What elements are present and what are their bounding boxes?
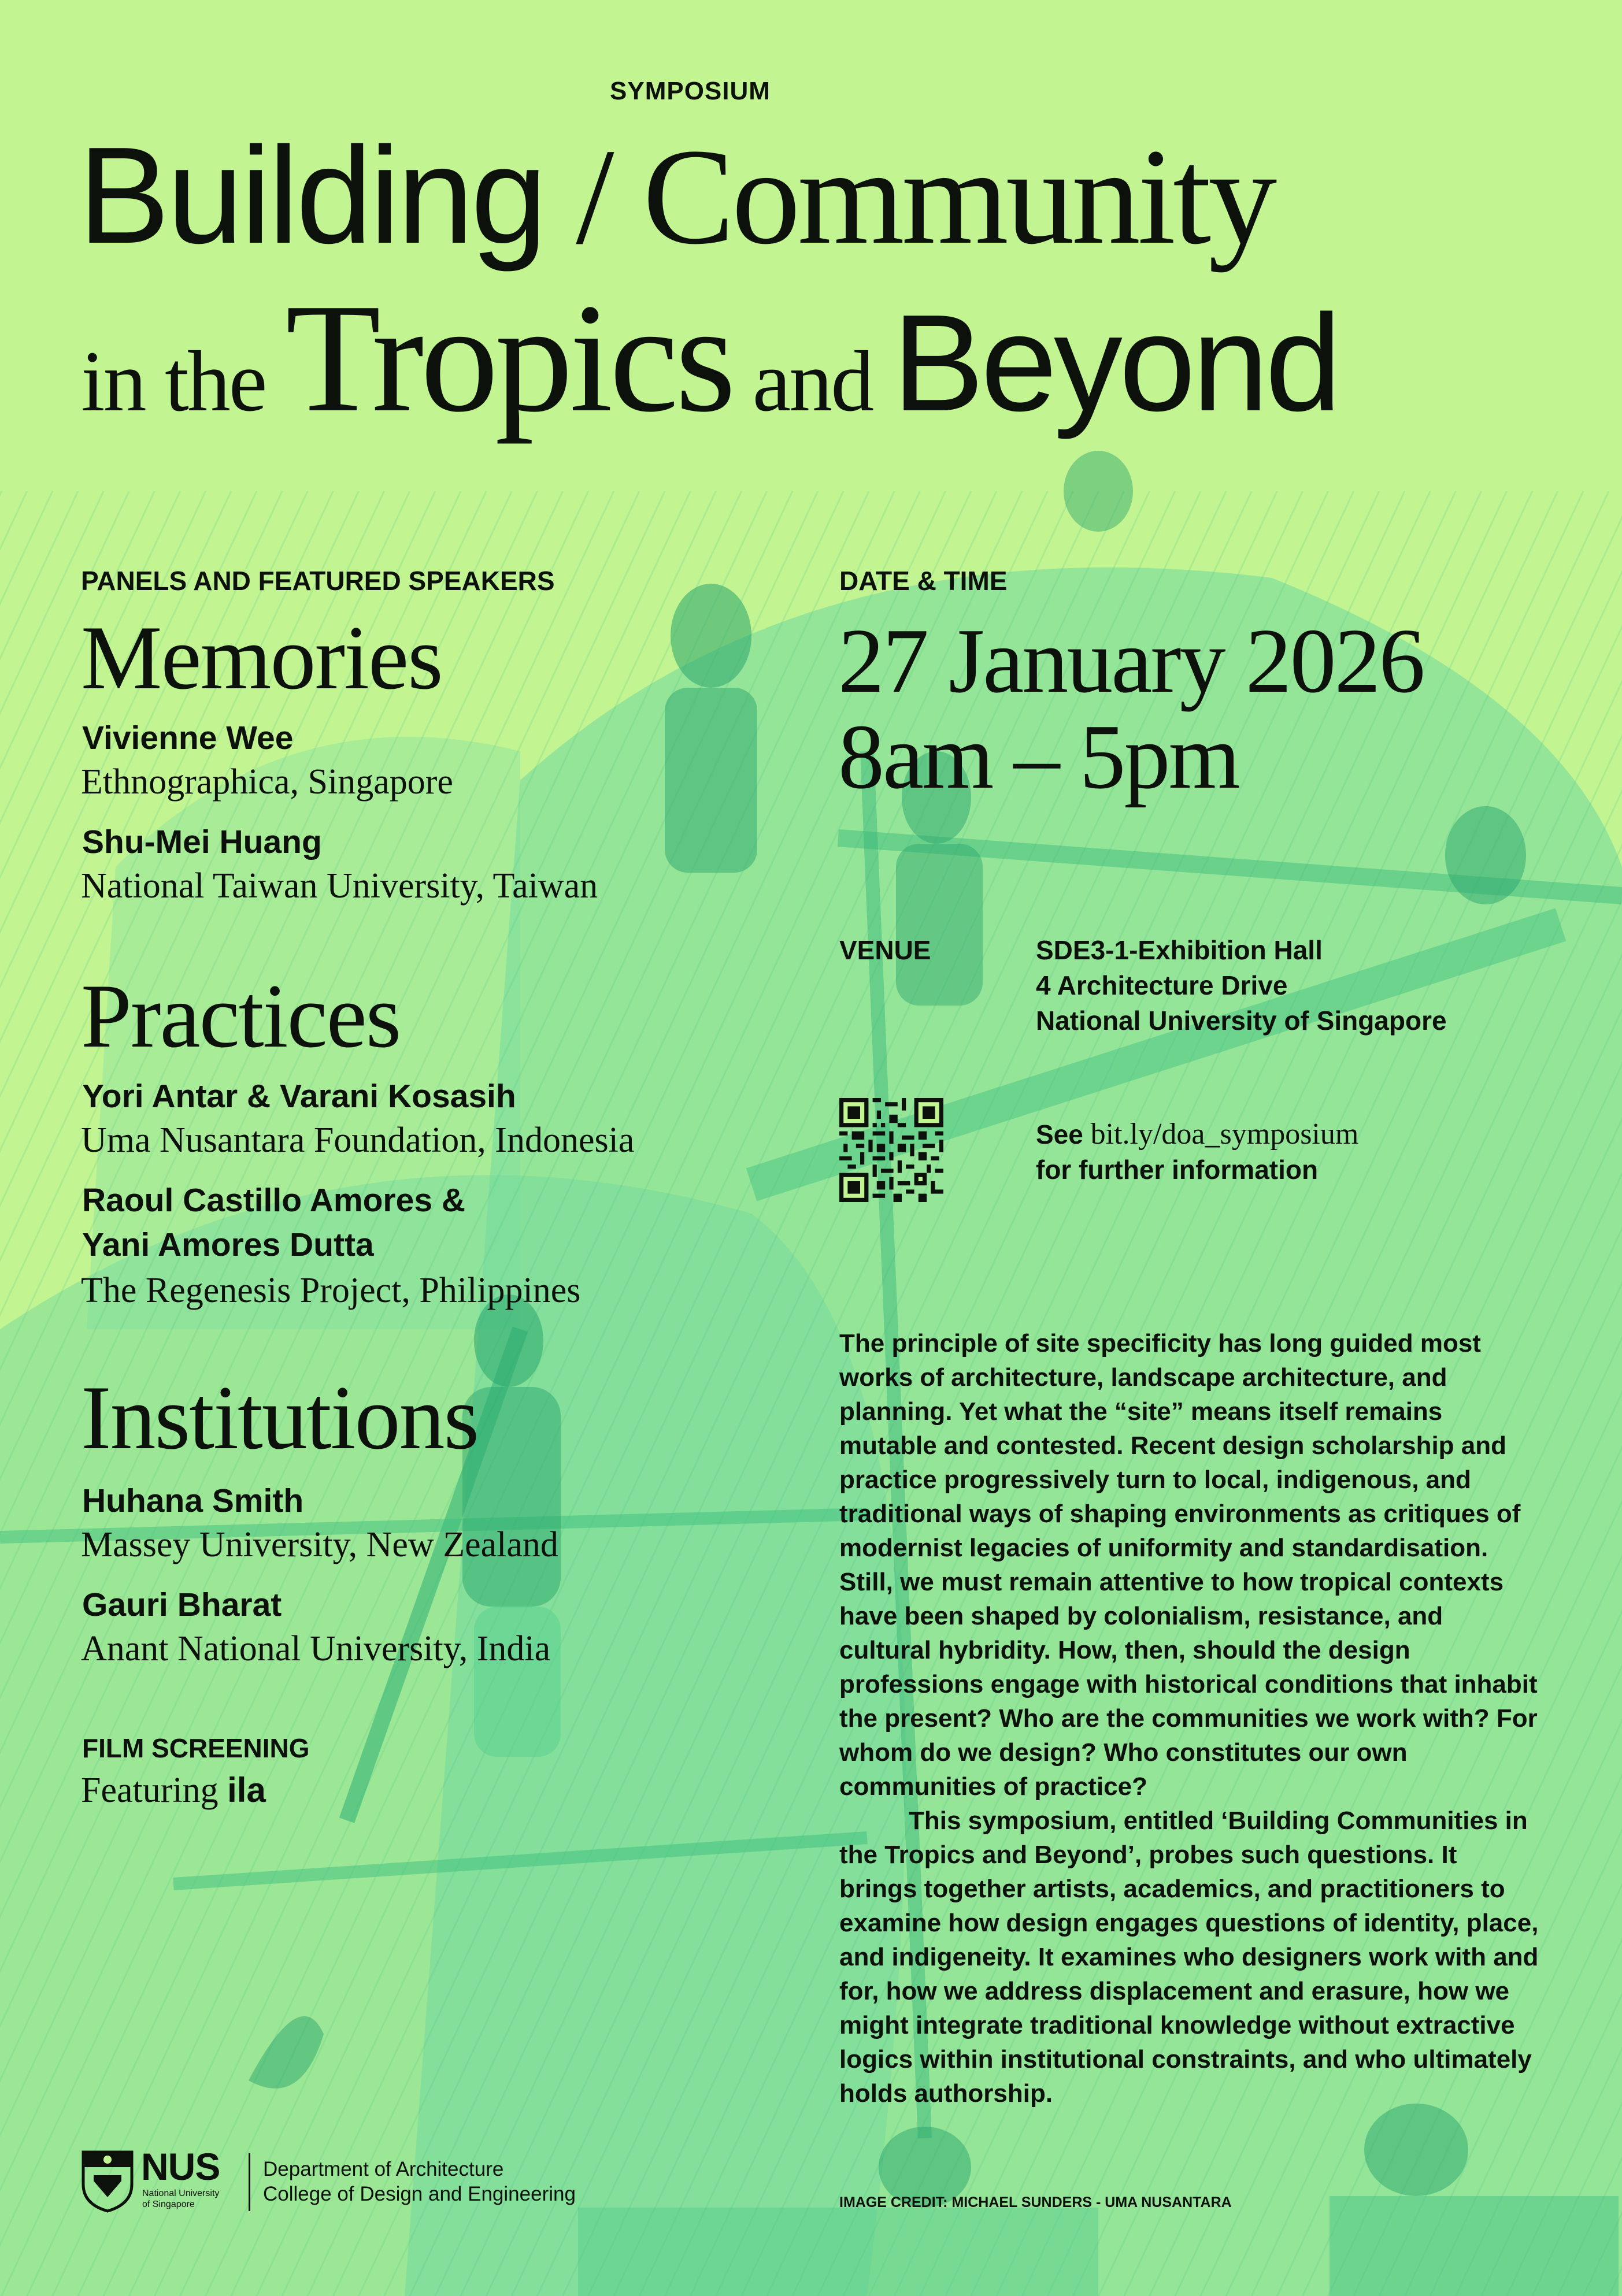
nus-crest-icon	[81, 2150, 134, 2213]
speaker-affiliation: Ethnographica, Singapore	[81, 762, 453, 802]
speaker-name: Vivienne Wee	[82, 719, 294, 756]
nus-logo-sub1: National University	[142, 2189, 220, 2198]
speaker-name: Huhana Smith	[82, 1482, 304, 1519]
info-see: See	[1036, 1119, 1091, 1149]
film-featuring	[81, 1770, 266, 1811]
title-word-tropics: Tropics	[285, 272, 733, 444]
panel-title-practices: Practices	[81, 966, 401, 1067]
speaker-name: Shu-Mei Huang	[82, 824, 322, 860]
nus-logo-subtitle	[142, 2188, 219, 2210]
description-body	[839, 1326, 1539, 2110]
panel-title-memories: Memories	[81, 607, 442, 709]
venue-label: VENUE	[839, 935, 931, 965]
film-label: FILM SCREENING	[82, 1733, 310, 1763]
speaker-affiliation: National Taiwan University, Taiwan	[81, 866, 598, 906]
speaker-name-line2: Yani Amores Dutta	[82, 1226, 374, 1263]
venue-line: National University of Singapore	[1036, 1006, 1447, 1036]
image-credit: IMAGE CREDIT: MICHAEL SUNDERS - UMA NUSANTARA	[839, 2194, 1232, 2210]
speaker-name: Gauri Bharat	[82, 1586, 282, 1623]
venue-line: SDE3-1-Exhibition Hall	[1036, 935, 1323, 965]
speaker-name: Yori Antar & Varani Kosasih	[82, 1078, 516, 1115]
panels-label: PANELS AND FEATURED SPEAKERS	[81, 566, 555, 596]
speaker-name-line1: Raoul Castillo Amores &	[82, 1182, 466, 1219]
venue-line: 4 Architecture Drive	[1036, 970, 1288, 1001]
title-word-community: / Community	[544, 121, 1275, 273]
event-time: 8am – 5pm	[838, 705, 1239, 808]
info-line-2: for further information	[1036, 1155, 1319, 1185]
department-line: Department of Architecture	[263, 2158, 504, 2180]
venue-address	[1036, 933, 1447, 1039]
department-name	[263, 2157, 576, 2206]
title-word-and: and	[732, 333, 893, 429]
title-line-1	[78, 119, 1275, 273]
qr-code-icon[interactable]	[839, 1098, 943, 1202]
title-word-in-the: in the	[81, 333, 286, 429]
college-line: College of Design and Engineering	[263, 2183, 576, 2205]
description-paragraph: The principle of site specificity has long guided most works of architecture, landscape architecture, and planning. Yet what the “site” means itself remains mutable and contested. Recent design scholarship and practice progressively turn to local, indigenous, and traditional ways of shaping environments as critiques of modernist legacies of uniformity and standardisation. Still, we must remain attentive to how tropical contexts have been shaped by colonialism, resistance, and cultural hybridity. How, then, should the design professions engage with historical conditions that inhabit the present? Who are the communities we work with? For whom do we design? Who constitutes our own communities of practice?	[839, 1329, 1538, 1801]
film-title: ila	[227, 1771, 266, 1809]
speaker-affiliation: Anant National University, India	[81, 1629, 551, 1668]
datetime-label: DATE & TIME	[839, 566, 1008, 596]
title-line-2	[81, 272, 1338, 444]
title-word-beyond: Beyond	[892, 287, 1338, 440]
footer-logos	[81, 2145, 659, 2219]
speaker-affiliation: Uma Nusantara Foundation, Indonesia	[81, 1121, 635, 1160]
info-link-block	[1036, 1117, 1358, 1188]
title-word-building: Building	[78, 119, 545, 272]
description-paragraph: This symposium, entitled ‘Building Communities in the Tropics and Beyond’, probes such questions. It brings together artists, academics, and practitioners to examine how design engages questions of identity, place, and indigeneity. It examines who designers work with and for, how we address displacement and erasure, how we might integrate traditional knowledge without extractive logics within institutional constraints, and who ultimately holds authorship.	[839, 1807, 1539, 2108]
panel-title-institutions: Institutions	[81, 1367, 479, 1468]
footer-divider	[249, 2153, 250, 2211]
nus-logo-sub2: of Singapore	[142, 2199, 195, 2209]
event-kicker: SYMPOSIUM	[610, 77, 771, 105]
info-url-link[interactable]: bit.ly/doa_symposium	[1090, 1118, 1359, 1151]
film-featuring-text: Featuring	[81, 1771, 228, 1810]
info-line-1	[1036, 1117, 1358, 1152]
speaker-affiliation: The Regenesis Project, Philippines	[81, 1271, 581, 1310]
speaker-affiliation: Massey University, New Zealand	[81, 1525, 558, 1564]
event-date: 27 January 2026	[838, 609, 1424, 712]
nus-logo-text: NUS	[141, 2145, 220, 2188]
